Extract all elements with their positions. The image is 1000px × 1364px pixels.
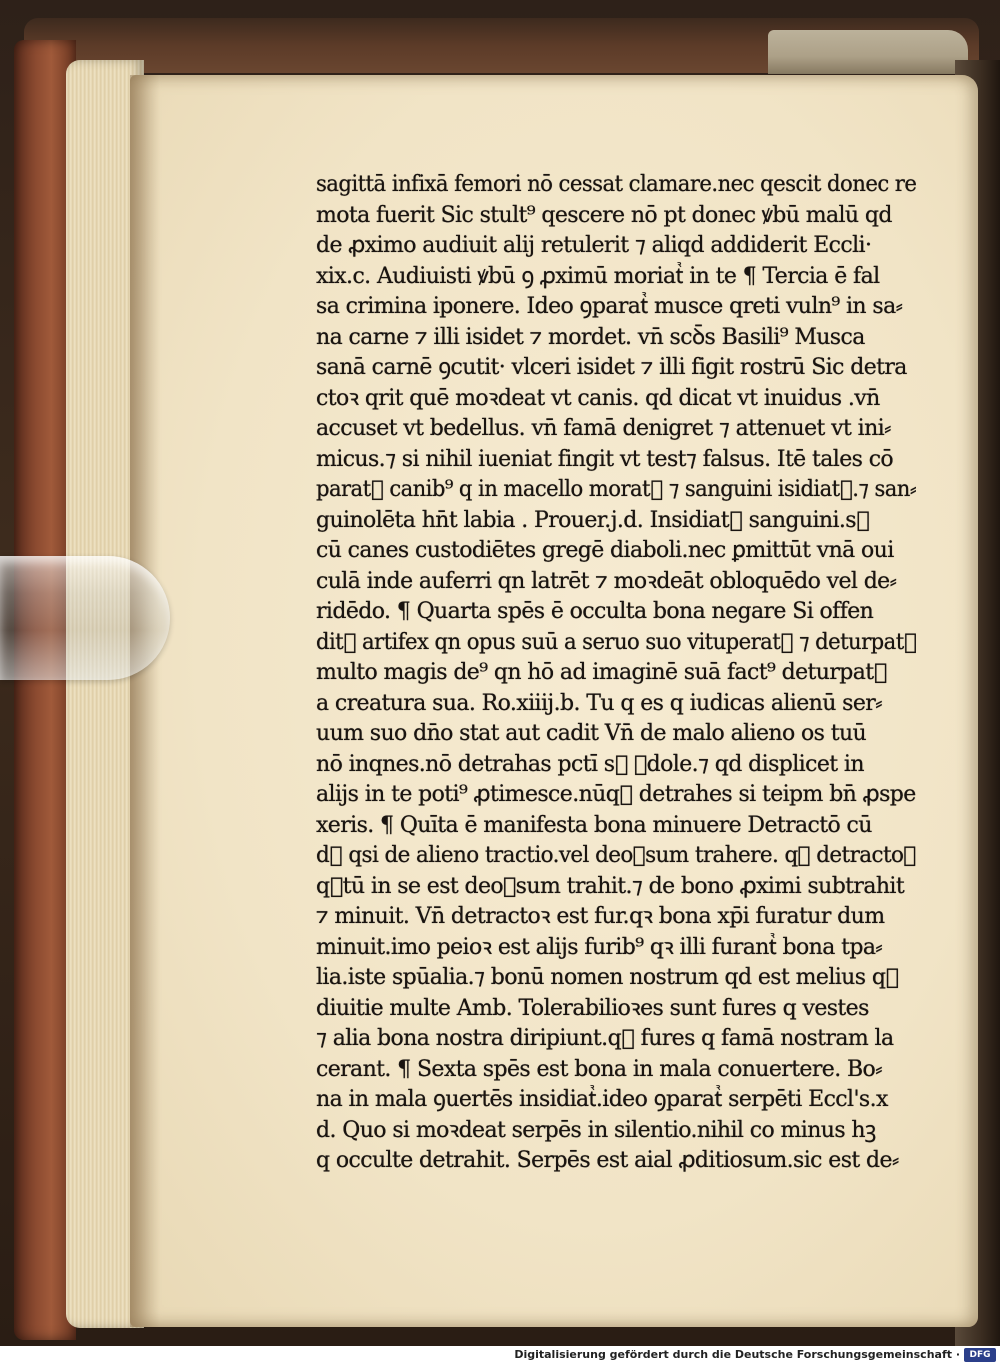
text-line: guinolēta hn̄t labia . Prouer.j.d. Insidiatᷣ sanguini.sᷣ [316, 507, 870, 533]
text-line: ⁊ alia bona nostra diripiunt.qᷓ fures q famā nostram la [316, 1026, 894, 1051]
text-line: mota fuerit Sic stult⁹ qescere nō pt donec ꝟbū malū qd [316, 202, 892, 228]
text-line: de ꝓximo audiuit alij retulerit ⁊ aliqd addiderit Eccli· [316, 233, 872, 258]
text-line: na in mala ꝯuertēs insidiatᷣ.ideo ꝯparatᷣ serpēti Eccl's.x [316, 1087, 888, 1112]
text-line: sagittā infixā femori nō cessat clamare.nec qescit donec re [316, 172, 916, 197]
text-line: d. Quo si moꝛdeat serpēs in silentio.nihil co minus hꝫ [316, 1117, 876, 1143]
text-line: sanā carnē ꝯcutit· vlceri isidet ⁊ illi figit rostrū Sic detra [316, 355, 907, 380]
text-line: qᷓtū in se est deoꝛsum trahit.⁊ de bono ꝓximi subtrahit [316, 873, 905, 899]
worn-cover-patch [768, 30, 968, 74]
text-line: ridēdo. ¶ Quarta spēs ē occulta bona negare Si offen [316, 599, 874, 624]
text-line: paratᷣ canib⁹ q in macello moratᷣ ⁊ sanguini isidiatᷣ.⁊ san⸗ [316, 477, 916, 502]
text-line: ditᷣ artifex qn opus suū a seruo suo vituperatᷣ ⁊ deturpatᷣ [316, 629, 916, 655]
text-line: q occulte detrahit. Serpēs est aial ꝓditiosum.sic est de⸗ [316, 1148, 899, 1173]
text-line: dᷣ qsi de alieno tractio.vel deoꝛsum trahere. qꝛ detractoꝛ [316, 843, 916, 868]
dfg-logo: DFG [964, 1348, 996, 1362]
text-line: xeris. ¶ Quīta ē manifesta bona minuere Detractō cū [316, 812, 872, 838]
text-line: cū canes custodiētes gregē diaboli.nec ꝑmittūt vnā oui [316, 538, 894, 563]
text-line: sa crimina iponere. Ideo ꝯparatᷣ musce qreti vuln⁹ in sa⸗ [316, 294, 903, 319]
text-line: na carne ⁊ illi isidet ⁊ mordet. vn̄ scꝺ̄s Basili⁹ Musca [316, 324, 865, 350]
text-line: multo magis de⁹ qn hō ad imaginē suā fact⁹ deturpatᷣ [316, 660, 887, 685]
text-line: a creatura sua. Ro.xiiij.b. Tu q es q iudicas alienū ser⸗ [316, 690, 882, 716]
text-line: ⁊ minuit. Vn̄ detractoꝛ est fur.qꝛ bona xp̄i furatur dum [316, 904, 885, 929]
text-line: culā inde auferri qn latrēt ⁊ moꝛdeāt obloquēdo vel de⸗ [316, 568, 897, 594]
text-block [316, 170, 916, 1177]
text-line: cerant. ¶ Sexta spēs est bona in mala conuertere. Bo⸗ [316, 1056, 882, 1082]
text-line: micus.⁊ si nihil iueniat fingit vt test⁊ falsus. Itē tales cō [316, 446, 894, 472]
text-line: nō inqnes.nō detrahas pctī sᷣ ꝯdole.⁊ qd displicet in [316, 751, 864, 777]
text-line: accuset vt bedellus. vn̄ famā denigret ⁊ attenuet vt ini⸗ [316, 416, 891, 441]
text-line: xix.c. Audiuisti ꝟbū ꝯ ꝓximū moriatᷣ in te ¶ Tercia ē fal [316, 263, 880, 289]
footer-credit: Digitalisierung gefördert durch die Deutsche Forschungsgemeinschaft · [514, 1348, 960, 1361]
text-line: ctoꝛ qrit quē moꝛdeat vt canis. qd dicat vt inuidus .vn̄ [316, 385, 880, 411]
text-line: diuitie multe Amb. Tolerabilioꝛes sunt fures q vestes [316, 995, 869, 1021]
page-gutter-shadow [130, 75, 160, 1327]
glass-page-holder [0, 556, 170, 680]
text-line: alijs in te poti⁹ ꝓtimesce.nūqᷓ detrahes si teipm bn̄ ꝓspe [316, 782, 916, 807]
text-line: uum suo dn̄o stat aut cadit Vn̄ de malo alieno os tuū [316, 721, 867, 746]
text-line: lia.iste spūalia.⁊ bonū nomen nostrum qd est melius qᷓ [316, 965, 899, 990]
text-line: minuit.imo peioꝛ est alijs furib⁹ qꝛ illi furantᷣ bona tpa⸗ [316, 934, 883, 960]
